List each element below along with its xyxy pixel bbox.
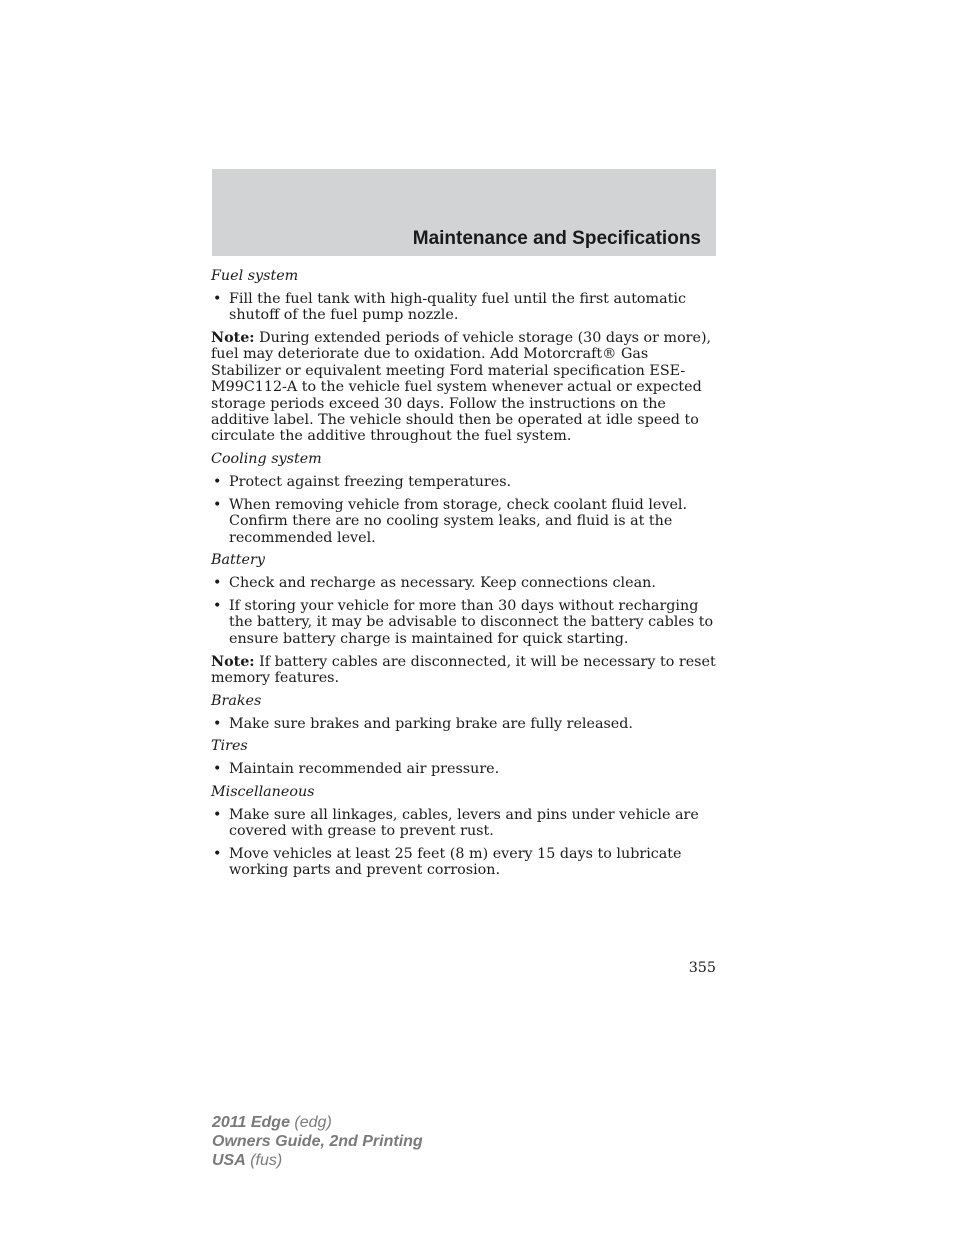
page-title: Maintenance and Specifications (412, 228, 701, 249)
section-heading-fuel: Fuel system (211, 268, 299, 284)
section-heading-cooling: Cooling system (211, 451, 322, 468)
list-item-text: Move vehicles at least 25 feet (8 m) every 15 days to lubricate working parts and prevent corrosion. (229, 846, 682, 879)
list-item-text: Check and recharge as necessary. Keep connections clean. (229, 575, 656, 592)
list-item (211, 598, 717, 647)
list-item (211, 807, 717, 840)
note-label: Note: (211, 653, 255, 670)
list-item-text: If storing your vehicle for more than 30 days without recharging the battery, it may be advisable to disconnect the battery cables to ensure battery charge is maintained for quick starting. (229, 598, 714, 647)
list-item-text: When removing vehicle from storage, check coolant fluid level. Confirm there are no cooling system leaks, and fluid is at the recommended level. (229, 496, 688, 546)
note-text: During extended periods of vehicle storage (30 days or more), fuel may deteriorate due to oxidation. Add Motorcraft® Gas Stabilizer or equivalent meeting Ford material specification ESE-M99C112-A to the vehicle fuel system whenever actual or expected storage periods exceed 30 days. Follow the instructions on the additive label. The vehicle should then be operated at idle speed to circulate the additive throughout the fuel system. (211, 330, 712, 445)
list-item (211, 291, 717, 324)
list-item (211, 474, 717, 490)
list-item-text: Make sure brakes and parking brake are fully released. (229, 715, 633, 732)
footer (212, 1113, 423, 1170)
list-item-text: Fill the fuel tank with high-quality fuel until the first automatic shutoff of the fuel pump nozzle. (229, 290, 686, 324)
list-item-text: Maintain recommended air pressure. (229, 761, 500, 778)
bullet-icon: • (213, 575, 222, 592)
list-item (211, 716, 717, 732)
list-item (211, 575, 717, 591)
bullet-icon: • (213, 761, 222, 778)
footer-model: 2011 Edge (212, 1114, 290, 1131)
bullet-icon: • (213, 290, 222, 307)
bullet-icon: • (213, 715, 222, 732)
list-item-text: Protect against freezing temperatures. (229, 474, 512, 491)
list-item (211, 846, 717, 879)
note-battery (211, 654, 717, 687)
bullet-icon: • (213, 806, 222, 823)
footer-market-code: (fus) (245, 1152, 283, 1169)
page-content (211, 268, 717, 885)
note-text: If battery cables are disconnected, it will be necessary to reset memory features. (211, 653, 716, 687)
section-heading-misc: Miscellaneous (211, 784, 315, 801)
footer-line-guide (212, 1132, 423, 1151)
bullet-icon: • (213, 846, 222, 863)
page-number: 355 (688, 960, 716, 976)
header-band (212, 169, 716, 256)
footer-guide: Owners Guide, 2nd Printing (212, 1133, 423, 1150)
footer-line-market (212, 1151, 423, 1170)
section-heading-tires: Tires (211, 738, 248, 755)
section-heading-battery: Battery (211, 552, 265, 569)
list-item (211, 497, 717, 546)
section-heading-brakes: Brakes (211, 692, 262, 709)
bullet-icon: • (213, 474, 222, 491)
list-item (211, 761, 717, 777)
note-label: Note: (211, 330, 255, 346)
footer-line-model (212, 1113, 423, 1132)
footer-market: USA (212, 1152, 246, 1169)
footer-model-code: (edg) (289, 1114, 332, 1131)
bullet-icon: • (213, 598, 222, 615)
list-item-text: Make sure all linkages, cables, levers and pins under vehicle are covered with grease to prevent rust. (229, 806, 699, 840)
note-fuel (211, 330, 717, 445)
bullet-icon: • (213, 496, 222, 513)
